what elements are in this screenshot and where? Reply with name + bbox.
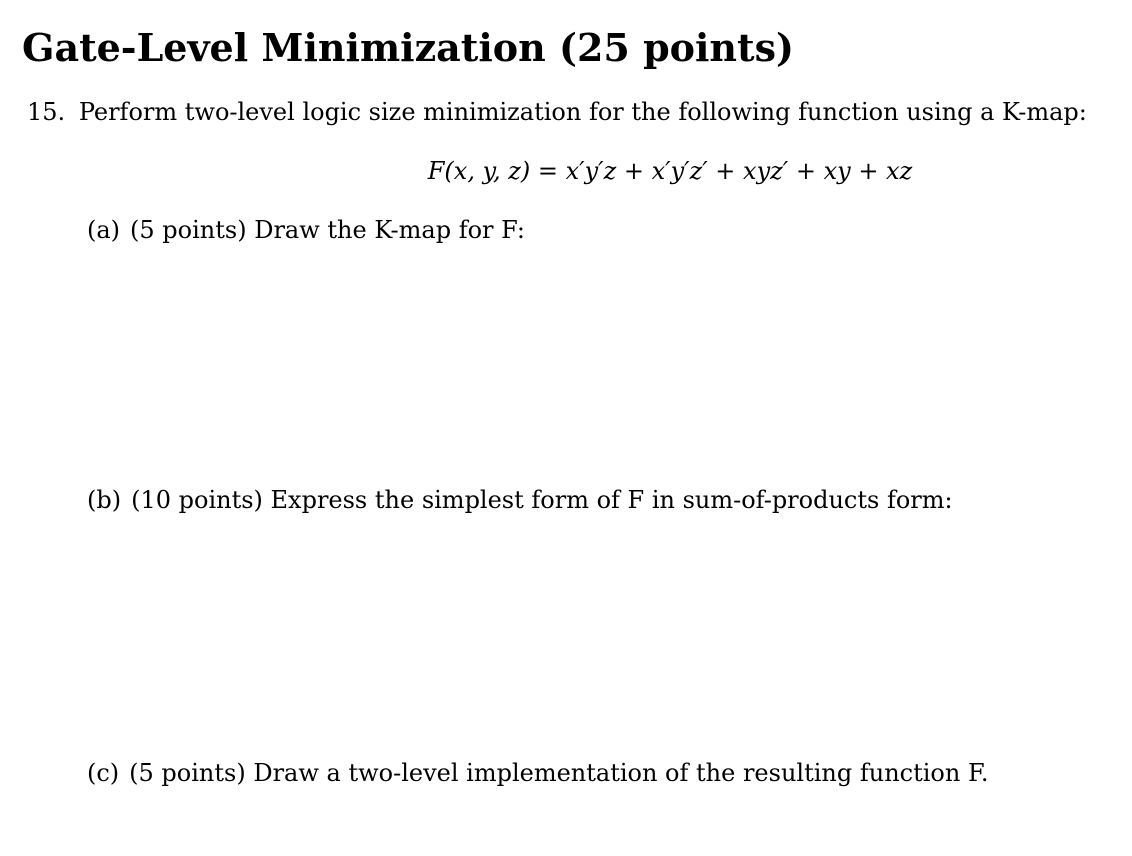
part-b-label: (b)	[87, 486, 122, 514]
section-title: Gate-Level Minimization (25 points)	[22, 25, 794, 70]
part-c-label: (c)	[87, 759, 120, 787]
part-c-text: (5 points) Draw a two-level implementation of the resulting function F.	[129, 759, 989, 787]
part-b-text: (10 points) Express the simplest form of F in sum-of-products form:	[131, 486, 953, 514]
part-c	[87, 757, 988, 789]
problem-number: 15.	[27, 98, 66, 126]
part-a	[87, 214, 525, 246]
part-a-label: (a)	[87, 216, 121, 244]
part-a-text: (5 points) Draw the K-map for F:	[130, 216, 526, 244]
function-equation	[0, 154, 1132, 188]
problem-text: Perform two-level logic size minimization for the following function using a K-map:	[78, 98, 1087, 126]
problem-statement	[27, 96, 1087, 128]
part-b	[87, 484, 953, 516]
equation-text: F(x, y, z) = x′y′z + x′y′z′ + xyz′ + xy + xz	[427, 157, 913, 185]
